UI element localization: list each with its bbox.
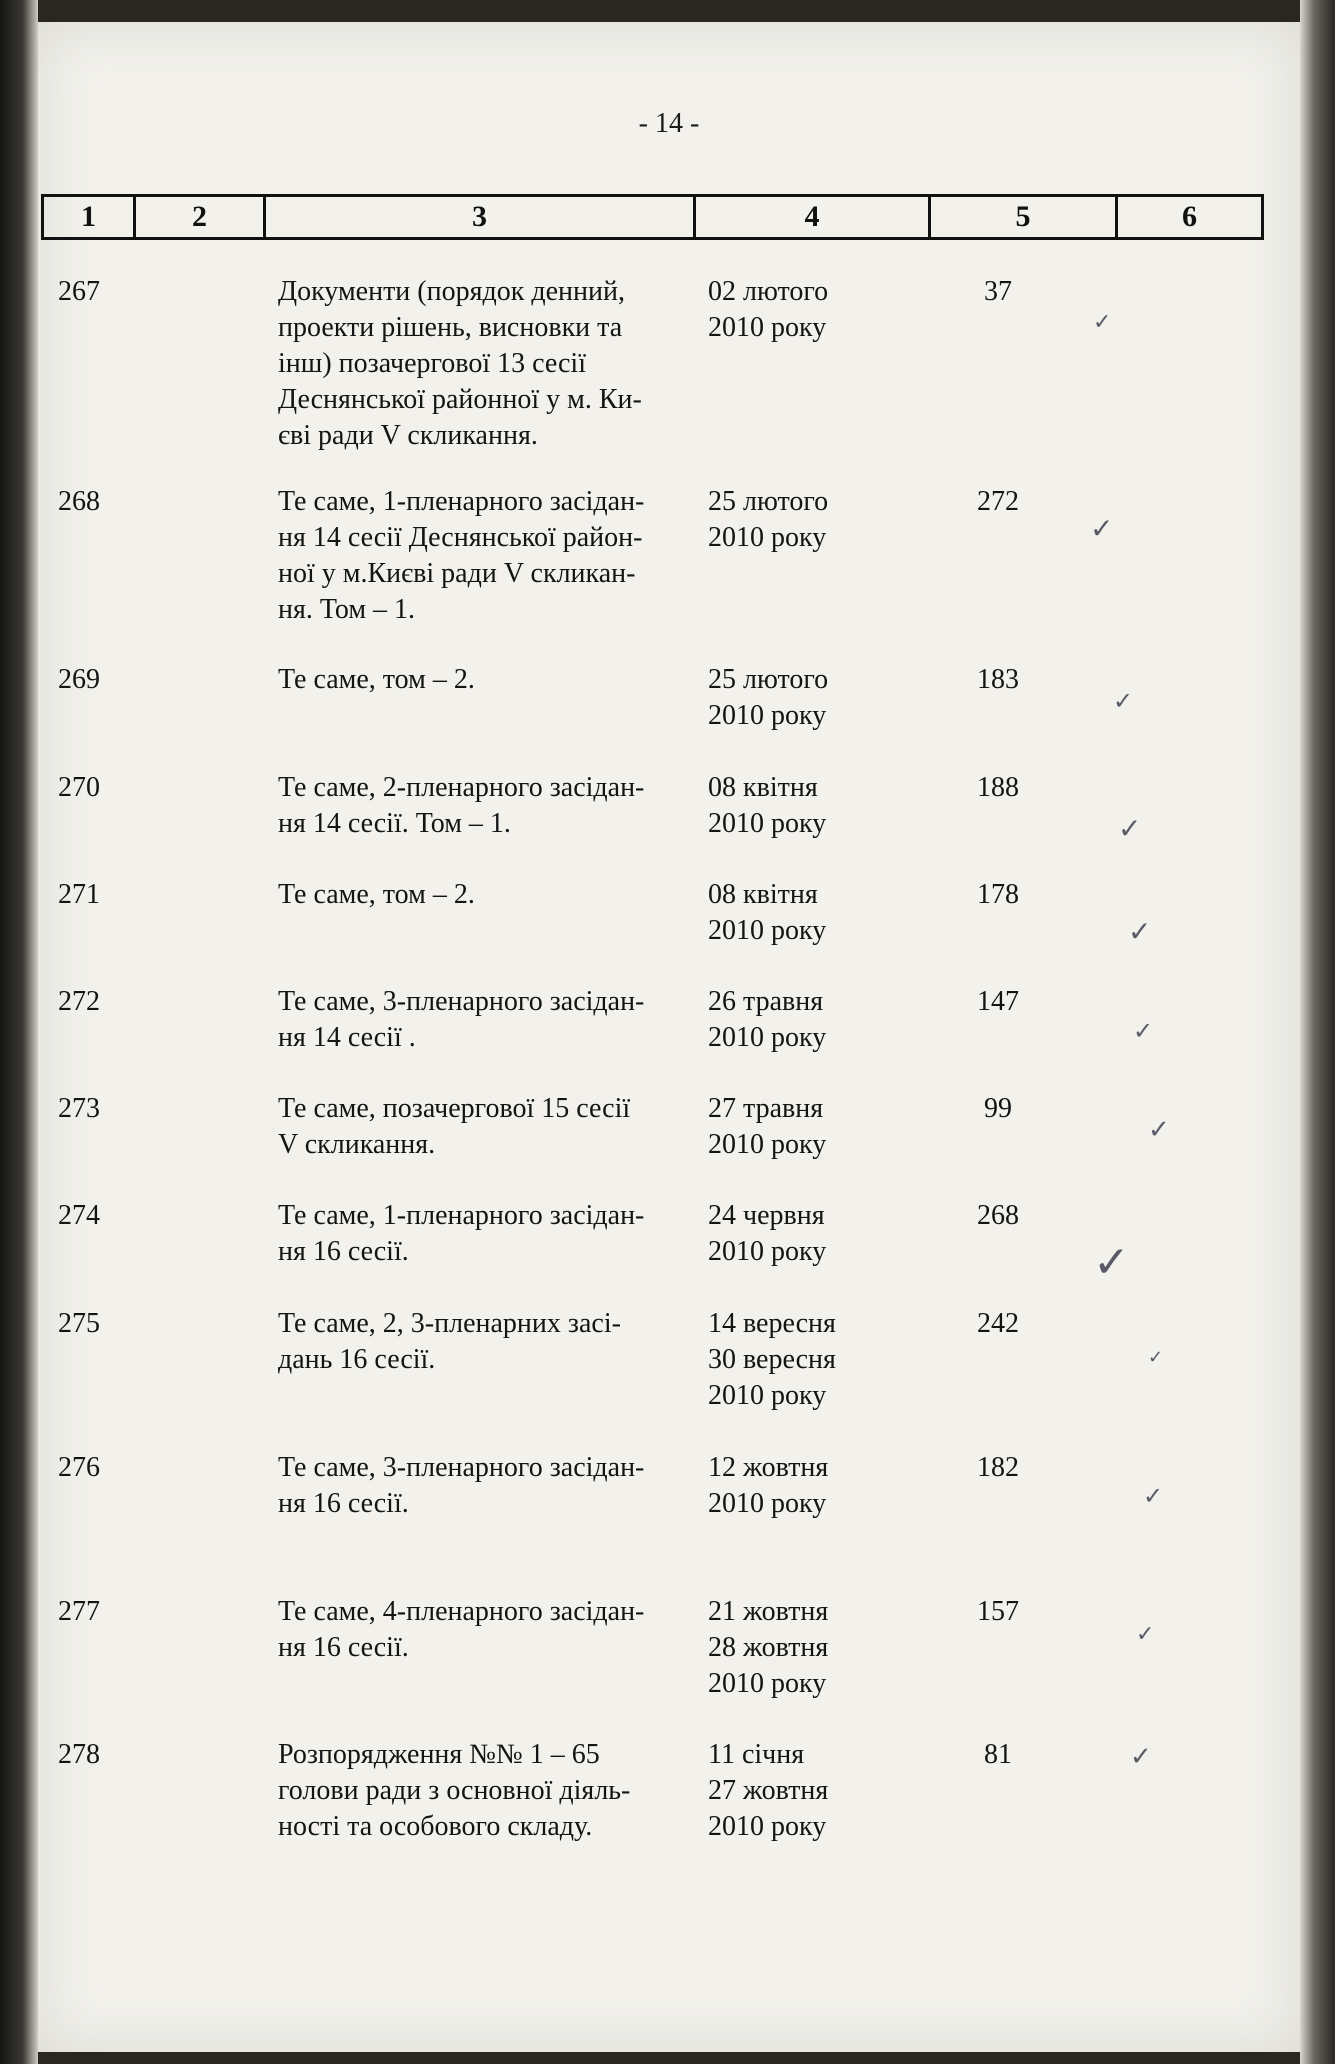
column-header: 1 [43, 196, 135, 239]
date-line: 08 квітня [708, 879, 818, 910]
check-mark-icon: ✓ [1090, 512, 1114, 545]
page-number: - 14 - [638, 108, 700, 139]
description-line: Те саме, 3-пленарного засідан- [278, 986, 645, 1017]
date-line: 26 травня [708, 986, 824, 1017]
date-line: 2010 року [708, 1236, 827, 1267]
row-date [708, 1091, 898, 1163]
column-header: 6 [1117, 196, 1263, 239]
description-line: ної у м.Києві ради V скликан- [278, 558, 636, 589]
check-mark-icon: ✓ [1093, 310, 1112, 335]
row-number: 270 [58, 772, 100, 803]
description-line: інш) позачергової 13 сесії [278, 348, 586, 379]
row-number: 278 [58, 1739, 100, 1770]
date-line: 24 червня [708, 1200, 825, 1231]
row-sheet-count: 99 [984, 1093, 1012, 1124]
check-mark-icon: ✓ [1093, 1237, 1130, 1288]
row-date [708, 770, 898, 842]
row-description [278, 1737, 698, 1845]
date-line: 21 жовтня [708, 1596, 829, 1627]
row-date [708, 1306, 898, 1414]
row-date [708, 1594, 898, 1702]
check-mark-icon: ✓ [1148, 1115, 1170, 1145]
row-number: 272 [58, 986, 100, 1017]
row-number: 275 [58, 1308, 100, 1339]
row-description [278, 274, 698, 454]
row-date [708, 984, 898, 1056]
row-description [278, 484, 698, 628]
row-date [708, 1737, 898, 1845]
date-line: 2010 року [708, 808, 827, 839]
description-line: Документи (порядок денний, [278, 276, 625, 307]
row-number: 268 [58, 486, 100, 517]
description-line: Деснянської районної у м. Ки- [278, 384, 642, 415]
date-line: 25 лютого [708, 486, 829, 517]
row-description [278, 1594, 698, 1666]
check-mark-icon: ✓ [1136, 1622, 1155, 1647]
row-number: 274 [58, 1200, 100, 1231]
row-sheet-count: 188 [977, 772, 1019, 803]
row-sheet-count: 37 [984, 276, 1012, 307]
date-line: 2010 року [708, 700, 827, 731]
row-description [278, 1306, 698, 1378]
date-line: 27 жовтня [708, 1775, 829, 1806]
row-description [278, 1091, 698, 1163]
date-line: 2010 року [708, 1380, 827, 1411]
row-description [278, 877, 698, 913]
date-line: 12 жовтня [708, 1452, 829, 1483]
row-sheet-count: 268 [977, 1200, 1019, 1231]
scan-edge-right [1300, 0, 1335, 2064]
row-number: 267 [58, 276, 100, 307]
description-line: Те саме, 2, 3-пленарних засі- [278, 1308, 621, 1339]
description-line: Те саме, 3-пленарного засідан- [278, 1452, 645, 1483]
date-line: 25 лютого [708, 664, 829, 695]
date-line: 14 вересня [708, 1308, 836, 1339]
description-line: Те саме, том – 2. [278, 879, 475, 910]
row-date [708, 1450, 898, 1522]
description-line: Те саме, позачергової 15 сесії [278, 1093, 631, 1124]
check-mark-icon: ✓ [1143, 1482, 1164, 1510]
check-mark-icon: ✓ [1133, 1017, 1154, 1045]
column-header: 5 [930, 196, 1117, 239]
column-header: 2 [135, 196, 265, 239]
check-mark-icon: ✓ [1148, 1347, 1164, 1368]
date-line: 2010 року [708, 1668, 827, 1699]
date-line: 2010 року [708, 312, 827, 343]
check-mark-icon: ✓ [1128, 915, 1152, 948]
description-line: голови ради з основної діяль- [278, 1775, 631, 1806]
row-sheet-count: 147 [977, 986, 1019, 1017]
date-line: 2010 року [708, 522, 827, 553]
row-number: 271 [58, 879, 100, 910]
row-description [278, 984, 698, 1056]
date-line: 2010 року [708, 1022, 827, 1053]
description-line: Те саме, том – 2. [278, 664, 475, 695]
date-line: 27 травня [708, 1093, 824, 1124]
date-line: 08 квітня [708, 772, 818, 803]
description-line: Те саме, 2-пленарного засідан- [278, 772, 645, 803]
row-description [278, 1198, 698, 1270]
date-line: 11 січня [708, 1739, 805, 1770]
row-sheet-count: 178 [977, 879, 1019, 910]
description-line: ня 14 сесії . [278, 1022, 416, 1053]
row-date [708, 274, 898, 346]
row-date [708, 662, 898, 734]
check-mark-icon: ✓ [1113, 687, 1134, 715]
row-sheet-count: 182 [977, 1452, 1019, 1483]
date-line: 2010 року [708, 1488, 827, 1519]
date-line: 02 лютого [708, 276, 829, 307]
description-line: Розпорядження №№ 1 – 65 [278, 1739, 600, 1770]
row-number: 277 [58, 1596, 100, 1627]
row-description [278, 1450, 698, 1522]
description-line: Те саме, 1-пленарного засідан- [278, 486, 645, 517]
row-sheet-count: 242 [977, 1308, 1019, 1339]
description-line: проекти рішень, висновки та [278, 312, 623, 343]
date-line: 2010 року [708, 915, 827, 946]
column-header-table [41, 194, 1264, 240]
row-sheet-count: 183 [977, 664, 1019, 695]
check-mark-icon: ✓ [1118, 812, 1142, 845]
column-header: 3 [265, 196, 695, 239]
row-description [278, 662, 698, 698]
description-line: ня 16 сесії. [278, 1632, 409, 1663]
date-line: 2010 року [708, 1811, 827, 1842]
scan-edge-left [0, 0, 38, 2064]
description-line: ня 16 сесії. [278, 1236, 409, 1267]
description-line: єві ради V скликання. [278, 420, 538, 451]
description-line: Те саме, 4-пленарного засідан- [278, 1596, 645, 1627]
row-number: 276 [58, 1452, 100, 1483]
row-number: 273 [58, 1093, 100, 1124]
date-line: 28 жовтня [708, 1632, 829, 1663]
description-line: ності та особового складу. [278, 1811, 593, 1842]
row-sheet-count: 157 [977, 1596, 1019, 1627]
description-line: ня. Том – 1. [278, 594, 416, 625]
row-number: 269 [58, 664, 100, 695]
description-line: V скликання. [278, 1129, 436, 1160]
description-line: дань 16 сесії. [278, 1344, 436, 1375]
row-sheet-count: 272 [977, 486, 1019, 517]
row-description [278, 770, 698, 842]
description-line: ня 16 сесії. [278, 1488, 409, 1519]
date-line: 30 вересня [708, 1344, 836, 1375]
date-line: 2010 року [708, 1129, 827, 1160]
row-date [708, 1198, 898, 1270]
description-line: Те саме, 1-пленарного засідан- [278, 1200, 645, 1231]
row-date [708, 484, 898, 556]
row-date [708, 877, 898, 949]
document-page [38, 22, 1300, 2052]
description-line: ня 14 сесії Деснянської район- [278, 522, 643, 553]
column-header: 4 [695, 196, 930, 239]
row-sheet-count: 81 [984, 1739, 1012, 1770]
description-line: ня 14 сесії. Том – 1. [278, 808, 511, 839]
check-mark-icon: ✓ [1130, 1742, 1152, 1772]
